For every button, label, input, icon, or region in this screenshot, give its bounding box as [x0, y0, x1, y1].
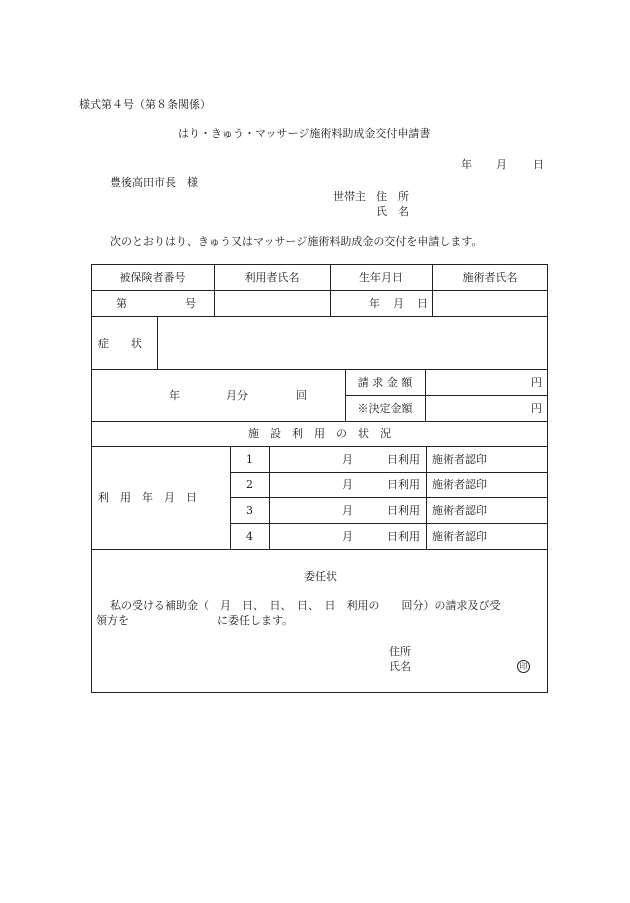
date-day-label: 日: [533, 158, 544, 171]
decided-amount-unit: 円: [531, 402, 542, 415]
delegation-text-line2: 領方を に委任します。: [96, 614, 294, 627]
usage-date-label: 利 用 年 月 日: [98, 491, 197, 504]
rule: [230, 472, 548, 473]
date-year-label: 年: [461, 158, 472, 171]
seal-char: 印: [519, 662, 528, 671]
householder-label: 世帯主: [333, 190, 366, 203]
rule: [157, 316, 158, 369]
delegation-text-line1: 私の受ける補助金（ 月 日、 日、 日、 日 利用の 回分）の請求及び受: [110, 599, 501, 612]
delegate-address-label: 住所: [389, 645, 411, 658]
rule: [230, 497, 548, 498]
symptoms-label: 症 状: [98, 337, 142, 350]
practitioner-seal-label: 施術者認印: [432, 504, 487, 517]
usage-row-number: 3: [246, 503, 253, 517]
birth-day-label: 日: [417, 297, 428, 310]
form-title: はり・きゅう・マッサージ施術料助成金交付申請書: [178, 127, 431, 140]
applicant-name-label: 氏 名: [376, 205, 409, 218]
rule: [91, 369, 548, 370]
usage-status-header: 施 設 利 用 の 状 況: [248, 427, 391, 440]
header-insured-number: 被保険者番号: [119, 270, 186, 284]
usage-month-label: 月: [342, 504, 353, 517]
rule: [91, 446, 548, 447]
header-practitioner-name: 施術者氏名: [462, 270, 518, 284]
usage-row-number: 4: [246, 530, 253, 543]
usage-row-number: 2: [246, 478, 253, 491]
insured-number-prefix: 第: [116, 297, 127, 310]
practitioner-seal-label: 施術者認印: [432, 453, 487, 466]
applicant-address-label: 住 所: [376, 190, 409, 203]
practitioner-seal-label: 施術者認印: [432, 530, 487, 543]
usage-day-label: 日利用: [387, 478, 420, 491]
rule: [230, 523, 548, 524]
decided-amount-label: ※決定金額: [357, 401, 413, 415]
insured-number-suffix: 号: [185, 297, 196, 310]
rule: [269, 446, 270, 550]
birth-month-label: 月: [393, 297, 404, 310]
claim-amount-unit: 円: [531, 376, 542, 389]
usage-month-label: 月: [342, 453, 353, 466]
rule: [425, 369, 426, 421]
usage-day-label: 日利用: [387, 530, 420, 543]
usage-day-label: 日利用: [387, 504, 420, 517]
claim-amount-label: 請 求 金 額: [357, 375, 413, 389]
delegate-name-label: 氏名: [389, 660, 411, 673]
usage-month-label: 月: [342, 530, 353, 543]
rule: [426, 446, 427, 550]
period-month-label: 月分: [226, 389, 248, 402]
header-birth-date: 生年月日: [359, 270, 403, 284]
date-month-label: 月: [496, 158, 507, 171]
delegation-title: 委任状: [304, 570, 337, 583]
usage-row-number: 1: [246, 452, 253, 466]
rule: [91, 316, 548, 317]
usage-day-label: 日利用: [387, 453, 420, 466]
application-statement: 次のとおりはり、きゅう又はマッサージ施術料助成金の交付を申請します。: [110, 235, 483, 248]
form-number: 様式第４号（第８条関係）: [79, 98, 211, 111]
period-times-label: 回: [296, 389, 307, 402]
usage-month-label: 月: [342, 478, 353, 491]
birth-year-label: 年: [369, 297, 380, 310]
addressee: 豊後高田市長 様: [110, 176, 198, 189]
seal-icon: [517, 660, 530, 673]
period-year-label: 年: [169, 389, 180, 402]
practitioner-seal-label: 施術者認印: [432, 478, 487, 491]
header-user-name: 利用者氏名: [244, 270, 300, 284]
rule: [91, 290, 548, 291]
